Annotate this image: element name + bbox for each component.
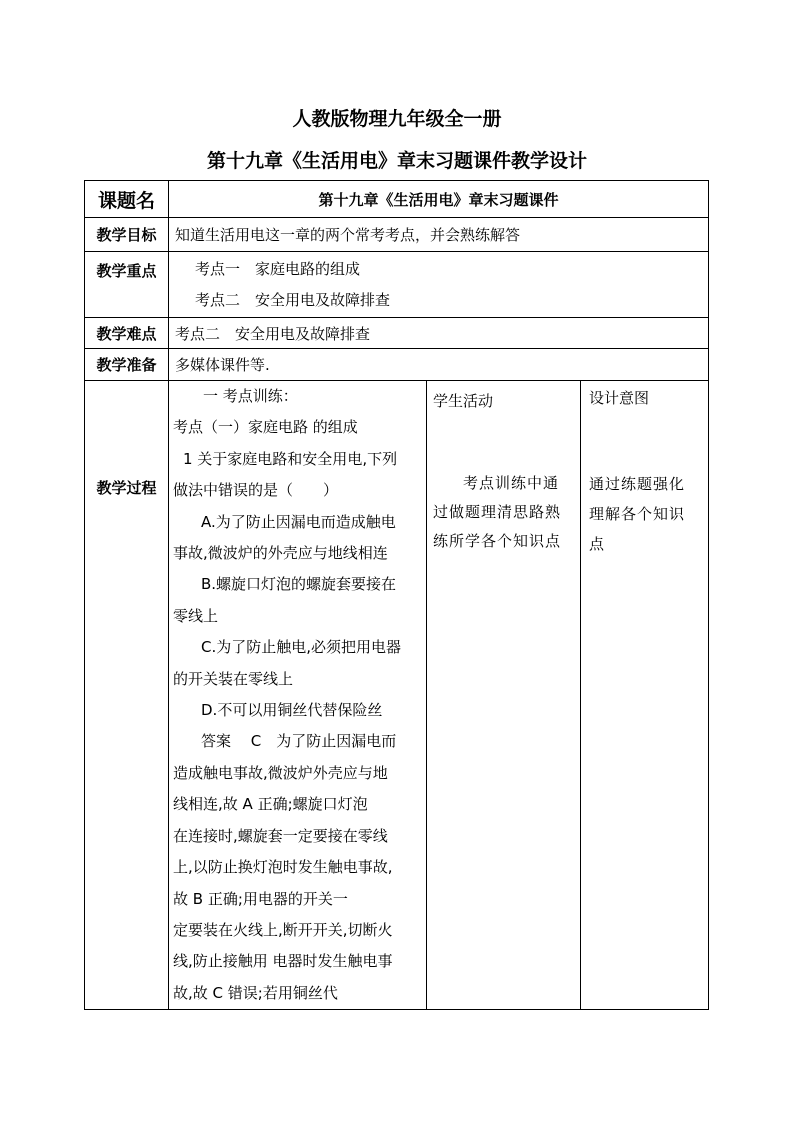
design-intent-line: 理解各个知识 [589,505,686,523]
key-label: 教学重点 [85,252,169,318]
process-line: 的开关装在零线上 [173,669,294,688]
design-intent-text [589,469,704,559]
goal-value: 知道生活用电这一章的两个常考考点，并会熟练解答 [169,218,709,252]
process-line: 定要装在火线上,断开开关,切断火 [173,920,393,939]
design-intent-line: 通过练题强化 [589,475,686,493]
prep-value: 多媒体课件等. [169,349,709,381]
process-line: 在连接时,螺旋套一定要接在零线 [173,826,388,845]
process-line: 造成触电事故,微波炉外壳应与地 [173,763,388,782]
topic-value: 第十九章《生活用电》章末习题课件 [169,181,709,218]
lesson-plan-table [84,180,709,1010]
student-activity-line: 练所学各个知识点 [433,532,562,550]
process-line: 答案 C 为了防止因漏电而 [201,732,397,751]
difficult-value: 考点二 安全用电及故障排查 [169,318,709,349]
process-content [169,381,427,1010]
row-key [85,252,709,318]
process-line: 线相连,故 A 正确;螺旋口灯泡 [173,795,368,814]
process-line: 故 B 正确;用电器的开关一 [173,889,348,908]
process-line: C.为了防止触电,必须把用电器 [201,638,402,657]
design-intent-heading: 设计意图 [589,389,650,407]
difficult-label: 教学难点 [85,318,169,349]
student-activity-line: 考点训练中通 [463,474,560,492]
process-line: 做法中错误的是（ ） [173,481,339,500]
student-activity-heading: 学生活动 [433,392,494,410]
process-line: 一 考点训练： [203,387,298,405]
process-line: B.螺旋口灯泡的螺旋套要接在 [201,575,397,594]
goal-label: 教学目标 [85,218,169,252]
process-line: 考点（一）家庭电路 的组成 [173,418,358,437]
row-difficult [85,318,709,349]
topic-label: 课题名 [85,181,169,218]
student-activity-line: 过做题理清思路熟 [433,503,562,521]
process-line: 上,以防止换灯泡时发生触电事故, [173,858,393,877]
key-points [169,252,709,318]
row-topic [85,181,709,218]
process-line: 线,防止接触用 电器时发生触电事 [173,952,393,971]
process-label: 教学过程 [85,381,169,1010]
process-line: A.为了防止因漏电而造成触电 [201,512,396,531]
document-title: 人教版物理九年级全一册 [292,108,502,130]
process-line: 1 关于家庭电路和安全用电,下列 [183,449,398,468]
row-process [85,381,709,1010]
row-prep [85,349,709,381]
prep-label: 教学准备 [85,349,169,381]
process-line: 零线上 [173,606,219,625]
design-intent-cell [581,381,709,1010]
process-line: 事故,微波炉的外壳应与地线相连 [173,544,388,563]
process-line: D.不可以用铜丝代替保险丝 [201,701,383,720]
design-intent-line: 点 [589,535,606,553]
key-point-1: 考点一 家庭电路的组成 [195,259,361,278]
row-goal [85,218,709,252]
student-activity-cell [427,381,581,1010]
process-line: 故,故 C 错误;若用铜丝代 [173,983,338,1002]
key-point-2: 考点二 安全用电及故障排查 [195,290,391,309]
student-activity-text [433,469,576,556]
document-subtitle: 第十九章《生活用电》章末习题课件教学设计 [206,150,587,172]
